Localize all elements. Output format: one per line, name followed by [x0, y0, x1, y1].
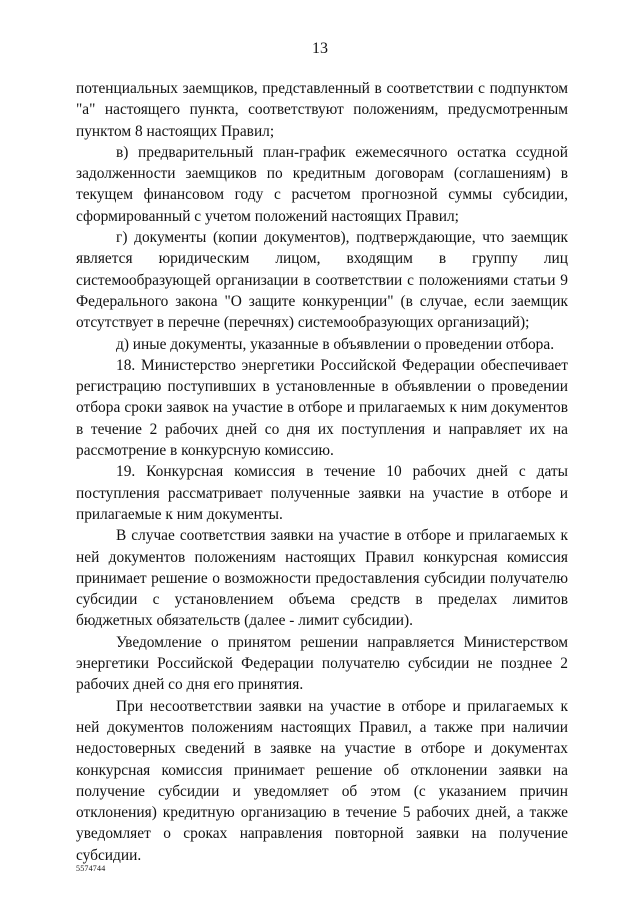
paragraph-item-v: в) предварительный план-график ежемесячного остатка ссудной задолженности заемщиков по кредитным договорам (соглашениям) в текущем финансовом году с расчетом прогнозной суммы субсидии, сформированный с учетом положений настоящих Правил; — [76, 143, 568, 225]
footer-document-code: 5574744 — [76, 864, 106, 873]
page-number: 13 — [312, 40, 328, 57]
document-body — [76, 78, 568, 866]
paragraph-item-d: д) иные документы, указанные в объявлении о проведении отбора. — [116, 335, 555, 353]
paragraph-continuation: потенциальных заемщиков, представленный в соответствии с подпунктом "а" настоящего пункта, соответствуют положениям, предусмотренным пунктом 8 настоящих Правил; — [76, 80, 568, 140]
paragraph-approval-case: В случае соответствия заявки на участие в отборе и прилагаемых к ней документов положениям настоящих Правил конкурсная комиссия принимает решение о возможности предоставления субсидии получателю субсидии с установлением объема средств в пределах лимитов бюджетных обязательств (далее - лимит субсидии). — [76, 527, 568, 630]
paragraph-clause-18: 18. Министерство энергетики Российской Федерации обеспечивает регистрацию поступивших в установленные в объявлении о проведении отбора сроки заявок на участие в отборе и прилагаемых к ним документов в течение 2 рабочих дней со дня их поступления и направляет их на рассмотрение в конкурсную комиссию. — [76, 356, 568, 460]
paragraph-rejection-case: При несоответствии заявки на участие в отборе и прилагаемых к ней документов положениям настоящих Правил, а также при наличии недостоверных сведений в заявке на участие в отборе и документах конкурсная комиссия принимает решение об отклонении заявки на получение субсидии и уведомляет об этом (с указанием причин отклонения) кредитную организацию в течение 5 рабочих дней, а также уведомляет о сроках направления повторной заявки на получение субсидии. — [76, 697, 568, 864]
paragraph-clause-19: 19. Конкурсная комиссия в течение 10 рабочих дней с даты поступления рассматривает полученные заявки на участие в отборе и прилагаемые к ним документы. — [76, 463, 568, 523]
paragraph-item-g: г) документы (копии документов), подтверждающие, что заемщик является юридическим лицом, входящим в группу лиц системообразующей организации в соответствии с положениями статьи 9 Федерального закона "О защите конкуренции" (в случае, если заемщик отсутствует в перечне (перечнях) системообразующих организаций); — [76, 229, 568, 332]
paragraph-notification: Уведомление о принятом решении направляется Министерством энергетики Российской Федерации получателю субсидии не позднее 2 рабочих дней со дня его принятия. — [76, 633, 568, 694]
